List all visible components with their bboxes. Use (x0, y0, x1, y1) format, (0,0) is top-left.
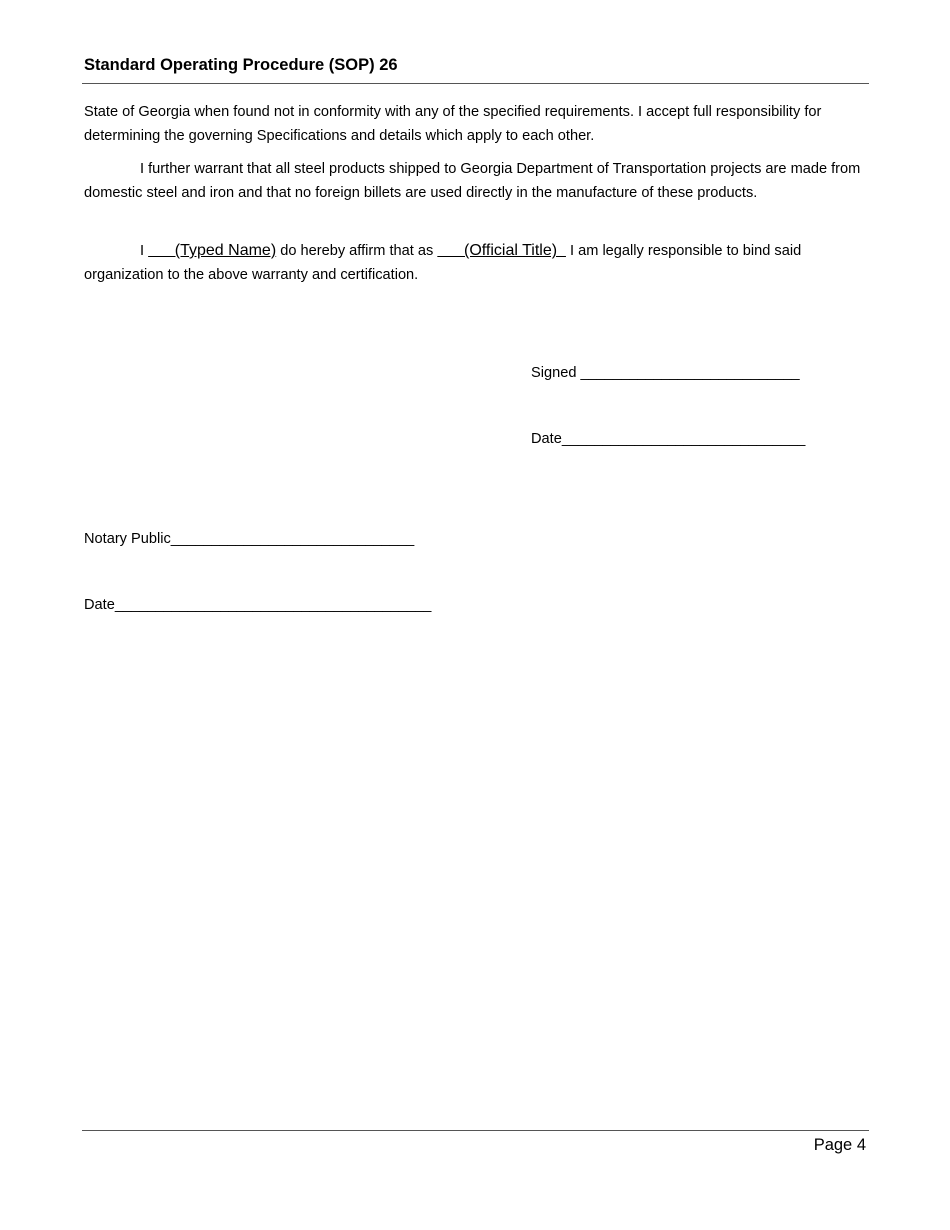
signature-date-line: Date______________________________ (531, 431, 806, 447)
official-title-field: (Official Title) (437, 242, 566, 259)
notary-date-line: Date_______________________________________ (84, 597, 432, 613)
notary-public-line: Notary Public______________________________ (84, 531, 415, 547)
signed-line: Signed ___________________________ (531, 365, 800, 381)
header-divider (82, 83, 869, 84)
affirmation-prefix: I (140, 243, 149, 259)
typed-name-field: (Typed Name) (148, 242, 277, 259)
paragraph-domestic-steel: I further warrant that all steel products shipped to Georgia Department of Transportation projects are made from domestic steel and iron and that no foreign billets are used directly in the manufacture of these products. (84, 161, 861, 201)
footer-divider (82, 1130, 869, 1131)
paragraph-conformity: State of Georgia when found not in conformity with any of the specified requirements. I accept full responsibility for determining the governing Specifications and details which apply to each other. (84, 104, 822, 144)
affirmation-middle: do hereby affirm that as (276, 243, 438, 259)
affirmation-suffix: I am legally responsible to bind said organization to the above warranty and certification. (84, 243, 802, 283)
page-header-title: Standard Operating Procedure (SOP) 26 (84, 56, 398, 74)
page-number: Page 4 (813, 1136, 866, 1154)
paragraph-affirmation (84, 239, 869, 287)
